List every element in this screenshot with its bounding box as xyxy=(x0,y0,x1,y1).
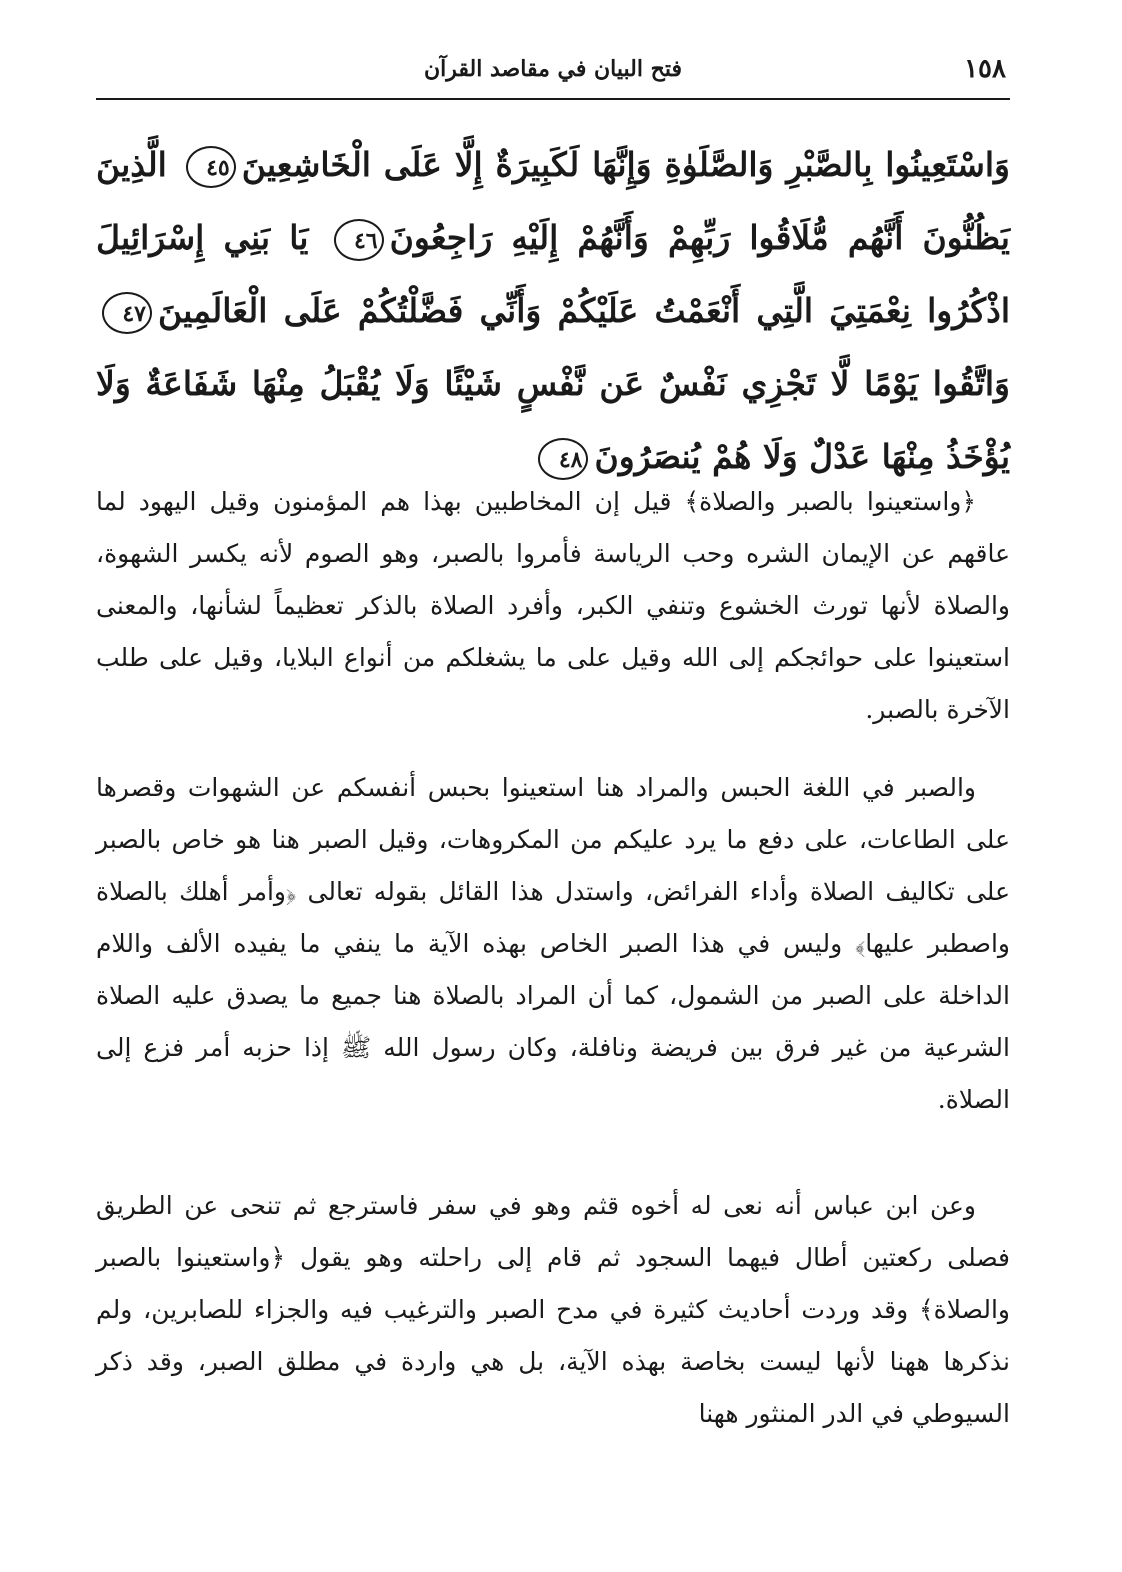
commentary-paragraph: وعن ابن عباس أنه نعى له أخوه قثم وهو في سفر فاسترجع ثم تنحى عن الطريق فصلى ركعتين أطال فيهما السجود ثم قام إلى راحلته وهو يقول ﴿واستعينوا بالصبر والصلاة﴾ وقد وردت أحاديث كثيرة في مدح الصبر والترغيب فيه والجزاء للصابرين، ولم نذكرها ههنا لأنها ليست بخاصة بهذه الآية، بل هي واردة في مطلق الصبر، وقد ذكر السيوطي في الدر المنثور ههنا xyxy=(96,1191,1010,1428)
page-header xyxy=(96,48,1010,100)
quran-verses-block xyxy=(96,128,1010,493)
commentary-paragraph: ﴿واستعينوا بالصبر والصلاة﴾ قيل إن المخاطبين بهذا هم المؤمنون وقيل اليهود لما عاقهم عن الإيمان الشره وحب الرياسة فأمروا بالصبر، وهو الصوم لأنه يكسر الشهوة، والصلاة لأنها تورث الخشوع وتنفي الكبر، وأفرد الصلاة بالذكر تعظيماً لشأنها، والمعنى استعينوا على حوائجكم إلى الله وقيل على ما يشغلكم من أنواع البلايا، وقيل على طلب الآخرة بالصبر. xyxy=(96,487,1010,724)
commentary-paragraph: والصبر في اللغة الحبس والمراد هنا استعينوا بحبس أنفسكم عن الشهوات وقصرها على الطاعات، على دفع ما يرد عليكم من المكروهات، وقيل الصبر هنا هو خاص بالصبر على تكاليف الصلاة وأداء الفرائض، واستدل هذا القائل بقوله تعالى ﴿وأمر أهلك بالصلاة واصطبر عليها﴾ وليس في هذا الصبر الخاص بهذه الآية ما ينفي ما يفيده الألف واللام الداخلة على الصبر من الشمول، كما أن المراد بالصلاة هنا جميع ما يصدق عليه الصلاة الشرعية من غير فرق بين فريضة ونافلة، وكان رسول الله ﷺ إذا حزبه أمر فزع إلى الصلاة. xyxy=(96,773,1010,1114)
verse-text: وَاتَّقُوا يَوْمًا لَّا تَجْزِي نَفْسٌ عَن نَّفْسٍ شَيْئًا وَلَا يُقْبَلُ مِنْهَا شَفَاعَةٌ وَلَا يُؤْخَذُ مِنْهَا عَدْلٌ وَلَا هُمْ يُنصَرُونَ xyxy=(96,364,1010,476)
ayah-number-marker: ٤٨ xyxy=(538,438,588,480)
book-page xyxy=(96,0,1010,1572)
page-number: ١٥٨ xyxy=(964,54,1006,84)
ayah-number-marker: ٤٧ xyxy=(102,292,152,334)
verse-text: وَاسْتَعِينُوا بِالصَّبْرِ وَالصَّلَوٰةِ وَإِنَّهَا لَكَبِيرَةٌ إِلَّا عَلَى الْخَاشِعِينَ xyxy=(241,145,1010,184)
commentary-body xyxy=(96,476,1010,1466)
ayah-number-marker: ٤٦ xyxy=(334,219,384,261)
running-title: فتح البيان في مقاصد القرآن xyxy=(424,56,682,82)
ayah-number-marker: ٤٥ xyxy=(186,146,236,188)
verse-text: يَا بَنِي إِسْرَائِيلَ اذْكُرُوا نِعْمَتِيَ الَّتِي أَنْعَمْتُ عَلَيْكُمْ وَأَنِّي فَضَّلْتُكُمْ عَلَى الْعَالَمِينَ xyxy=(96,218,1010,330)
verse-text: الَّذِينَ يَظُنُّونَ أَنَّهُم مُّلَاقُوا رَبِّهِمْ وَأَنَّهُمْ إِلَيْهِ رَاجِعُونَ xyxy=(96,145,1010,257)
